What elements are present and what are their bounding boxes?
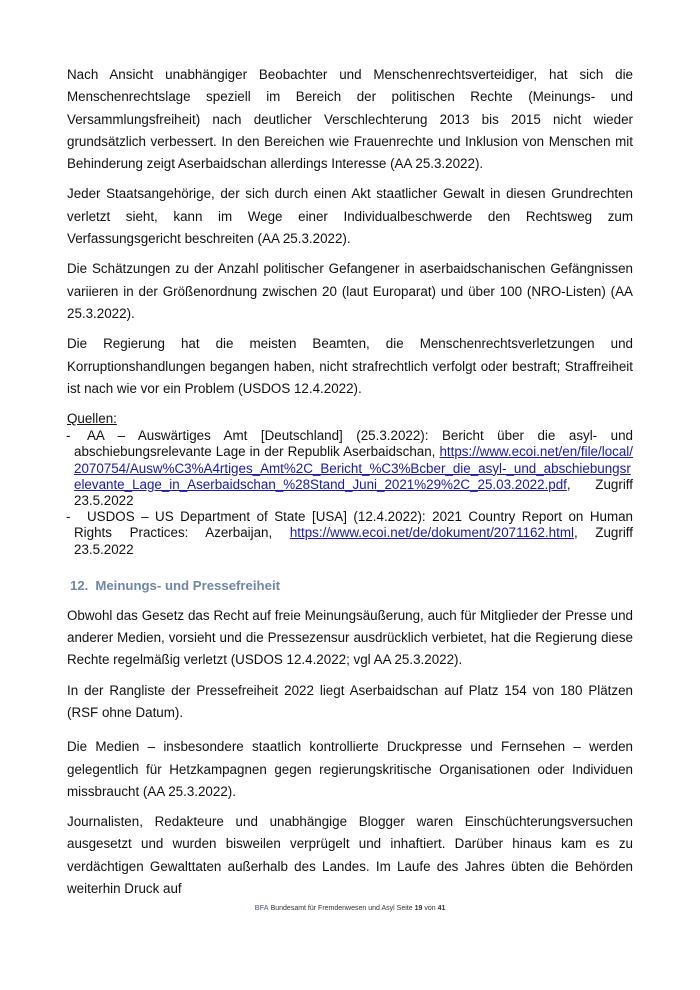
sources-block bbox=[67, 410, 633, 558]
source-link-usdos[interactable]: https://www.ecoi.net/de/dokument/2071162.html bbox=[289, 525, 574, 541]
paragraph-political-prisoners: Die Schätzungen zu der Anzahl politischer Gefangener in aserbaidschanischen Gefängnissen variieren in der Größenordnung zwischen 20 (laut Europarat) und über 100 (NRO-Listen) (AA 25.3.2022). bbox=[67, 261, 633, 321]
source-text: USDOS – US Department of State [USA] (12.4.2022): 2021 Country Report on Human Rights Practices: Azerbaijan, bbox=[74, 509, 633, 541]
page-body bbox=[67, 64, 633, 908]
footer-of-word: von bbox=[424, 905, 436, 912]
source-item-usdos bbox=[67, 509, 633, 558]
source-text: AA – Auswärtiges Amt [Deutschland] (25.3.2022): Bericht über die asyl- und abschiebungsrelevante Lage in der Republik Aserbaidschan, bbox=[74, 428, 633, 460]
source-item-aa bbox=[67, 428, 633, 509]
paragraph-impunity: Die Regierung hat die meisten Beamten, die Menschenrechtsverletzungen und Korruptionshandlungen begangen haben, nicht strafrechtlich verfolgt oder bestraft; Straffreiheit ist nach wie vor ein Problem (USDOS 12.4.2022). bbox=[67, 336, 633, 396]
paragraph-individual-complaint: Jeder Staatsangehörige, der sich durch einen Akt staatlicher Gewalt in diesen Grundrechten verletzt sieht, kann im Wege einer Individualbeschwerde den Rechtsweg zum Verfassungsgericht beschreiten (AA 25.3.2022). bbox=[67, 186, 633, 247]
page-footer bbox=[0, 905, 700, 912]
source-access-date: , Zugriff 23.5.2022 bbox=[74, 525, 633, 557]
section-heading bbox=[70, 577, 633, 595]
source-access-date: , Zugriff 23.5.2022 bbox=[74, 476, 633, 508]
sources-title: Quellen: bbox=[67, 411, 117, 427]
source-link-aa[interactable]: https://www.ecoi.net/en/file/local/2070754/Ausw%C3%A4rtiges_Amt%2C_Bericht_%C3%Bcber_die_asyl-_und_abschiebungsrelevante_Lage_in_Aserbaidschan_%28Stand_Juni_2021%29%2C_25.03.2022.pdf bbox=[74, 444, 633, 492]
footer-page-number: 19 bbox=[414, 905, 423, 912]
footer-org-name: Bundesamt für Fremdenwesen und Asyl bbox=[270, 905, 395, 912]
list-dash: - bbox=[66, 509, 71, 525]
paragraph-human-rights-situation: Nach Ansicht unabhängiger Beobachter und Menschenrechtsverteidiger, hat sich die Menschenrechtslage speziell im Bereich der politischen Rechte (Meinungs- und Versammlungsfreiheit) nach deutlicher Verschlechterung 2013 bis 2015 nicht wieder grundsätzlich verbessert. In den Bereichen wie Frauenrechte und Inklusion von Menschen mit Behinderung zeigt Aserbaidschan allerdings Interesse (AA 25.3.2022). bbox=[67, 67, 633, 172]
paragraph-freedom-of-expression: Obwohl das Gesetz das Recht auf freie Meinungsäußerung, auch für Mitglieder der Presse und anderer Medien, vorsieht und die Pressezensur ausdrücklich verbietet, hat die Regierung diese Rechte regelmäßig verletzt (USDOS 12.4.2022; vgl AA 25.3.2022). bbox=[67, 607, 633, 668]
footer-page-word: Seite bbox=[396, 905, 413, 912]
section-title: Meinungs- und Pressefreiheit bbox=[95, 577, 281, 593]
list-dash: - bbox=[66, 428, 71, 444]
footer-total-pages: 41 bbox=[437, 905, 446, 912]
paragraph-press-ranking: In der Rangliste der Pressefreiheit 2022 liegt Aserbaidschan auf Platz 154 von 180 Plätzen (RSF ohne Datum). bbox=[67, 682, 633, 720]
footer-org-abbr: BFA bbox=[254, 905, 269, 912]
paragraph-media-campaigns: Die Medien – insbesondere staatlich kontrollierte Druckpresse und Fernsehen – werden gelegentlich für Hetzkampagnen gegen regierungskritische Organisationen oder Individuen missbraucht (AA 25.3.2022). bbox=[67, 739, 633, 799]
section-number: 12. bbox=[70, 577, 89, 593]
paragraph-journalists: Journalisten, Redakteure und unabhängige Blogger waren Einschüchterungsversuchen ausgesetzt und wurden bisweilen verprügelt und inhaftiert. Darüber hinaus kam es zu verdächtigen Gewalttaten außerhalb des Landes. Im Laufe des Jahres übten die Behörden weiterhin Druck auf bbox=[67, 814, 633, 897]
